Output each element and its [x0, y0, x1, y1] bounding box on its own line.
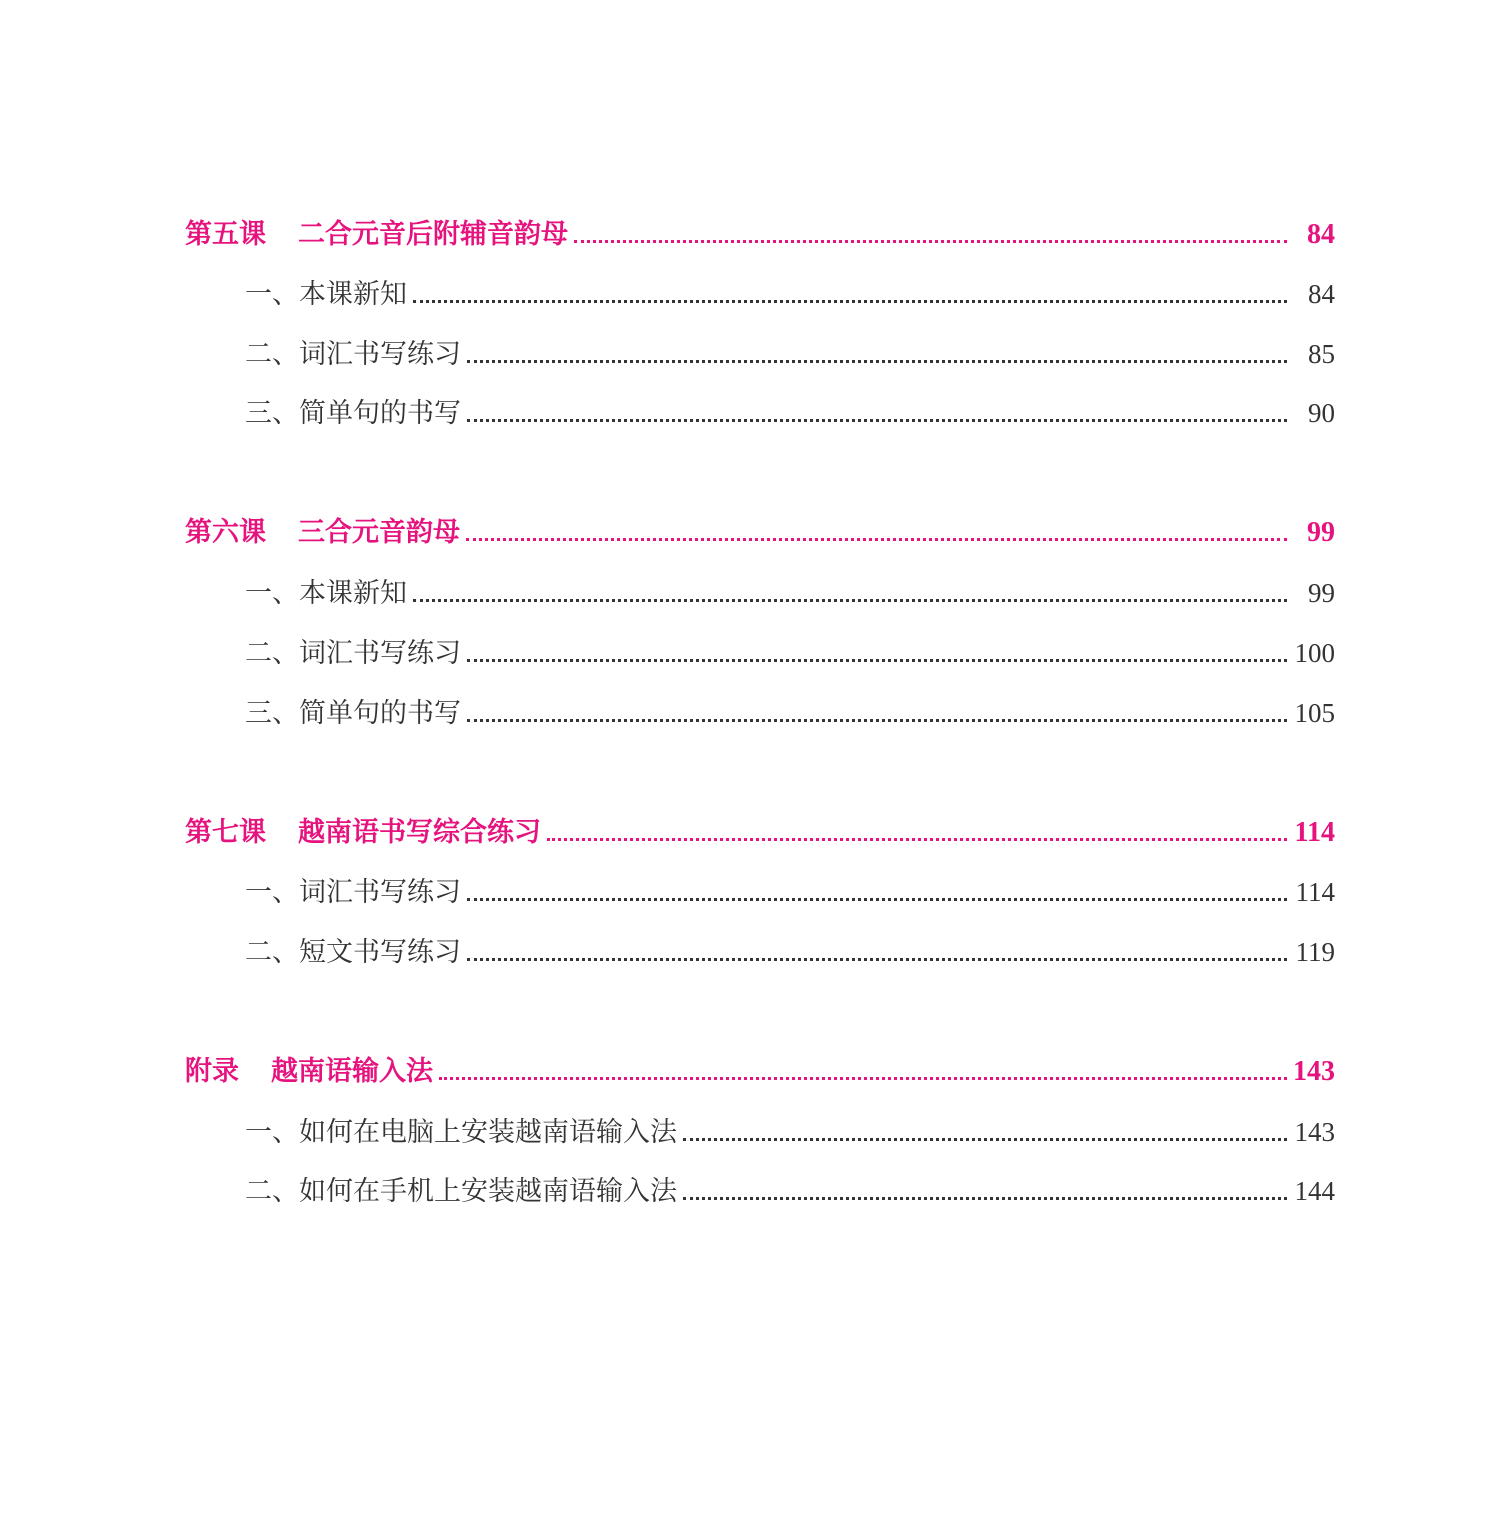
chapter-title: 越南语书写综合练习 [298, 817, 541, 848]
dot-leader [547, 838, 1287, 841]
dot-leader [413, 300, 1287, 303]
toc-section[interactable] [245, 571, 1335, 610]
toc-section[interactable] [245, 391, 1335, 430]
section-title: 二、词汇书写练习 [245, 339, 461, 370]
chapter-title: 三合元音韵母 [298, 517, 460, 548]
chapter-number: 第五课 [185, 219, 266, 250]
toc-chapter-6[interactable] [185, 510, 1335, 549]
toc-chapter-5[interactable] [185, 212, 1335, 251]
section-title: 一、词汇书写练习 [245, 877, 461, 908]
toc-section[interactable] [245, 272, 1335, 311]
page-number: 84 [1307, 219, 1335, 250]
toc-section[interactable] [245, 332, 1335, 371]
toc-section[interactable] [245, 930, 1335, 969]
toc-section[interactable] [245, 631, 1335, 670]
dot-leader [467, 898, 1287, 901]
chapter-title: 越南语输入法 [271, 1056, 433, 1087]
page-number: 84 [1308, 279, 1335, 309]
page-number: 85 [1308, 339, 1335, 369]
page-number: 143 [1294, 1117, 1335, 1147]
dot-leader [467, 659, 1287, 662]
section-title: 二、如何在手机上安装越南语输入法 [245, 1176, 677, 1207]
page-number: 143 [1293, 1056, 1335, 1087]
dot-leader [683, 1197, 1287, 1200]
chapter-number: 第七课 [185, 817, 266, 848]
toc-section[interactable] [245, 870, 1335, 909]
section-title: 一、如何在电脑上安装越南语输入法 [245, 1117, 677, 1148]
dot-leader [683, 1138, 1287, 1141]
toc-section[interactable] [245, 1169, 1335, 1208]
page-number: 90 [1308, 398, 1335, 428]
page-number: 99 [1308, 578, 1335, 608]
dot-leader [413, 599, 1287, 602]
chapter-number: 附录 [185, 1056, 239, 1087]
chapter-title: 二合元音后附辅音韵母 [298, 219, 568, 250]
chapter-number: 第六课 [185, 517, 266, 548]
dot-leader [439, 1077, 1287, 1080]
section-title: 一、本课新知 [245, 578, 407, 609]
section-title: 一、本课新知 [245, 279, 407, 310]
toc-section[interactable] [245, 691, 1335, 730]
dot-leader [467, 958, 1287, 961]
dot-leader [467, 360, 1287, 363]
page-number: 99 [1307, 517, 1335, 548]
section-title: 三、简单句的书写 [245, 698, 461, 729]
page-number: 119 [1295, 937, 1335, 967]
toc-section[interactable] [245, 1110, 1335, 1149]
page-number: 114 [1294, 817, 1335, 848]
toc-appendix[interactable] [185, 1049, 1335, 1088]
page-number: 114 [1295, 877, 1335, 907]
dot-leader [466, 538, 1287, 541]
section-title: 三、简单句的书写 [245, 398, 461, 429]
section-title: 二、短文书写练习 [245, 937, 461, 968]
section-title: 二、词汇书写练习 [245, 638, 461, 669]
toc-chapter-7[interactable] [185, 810, 1335, 849]
dot-leader [574, 240, 1287, 243]
page-number: 100 [1294, 638, 1335, 668]
dot-leader [467, 419, 1287, 422]
page-number: 144 [1294, 1176, 1335, 1206]
page-number: 105 [1294, 698, 1335, 728]
dot-leader [467, 719, 1287, 722]
